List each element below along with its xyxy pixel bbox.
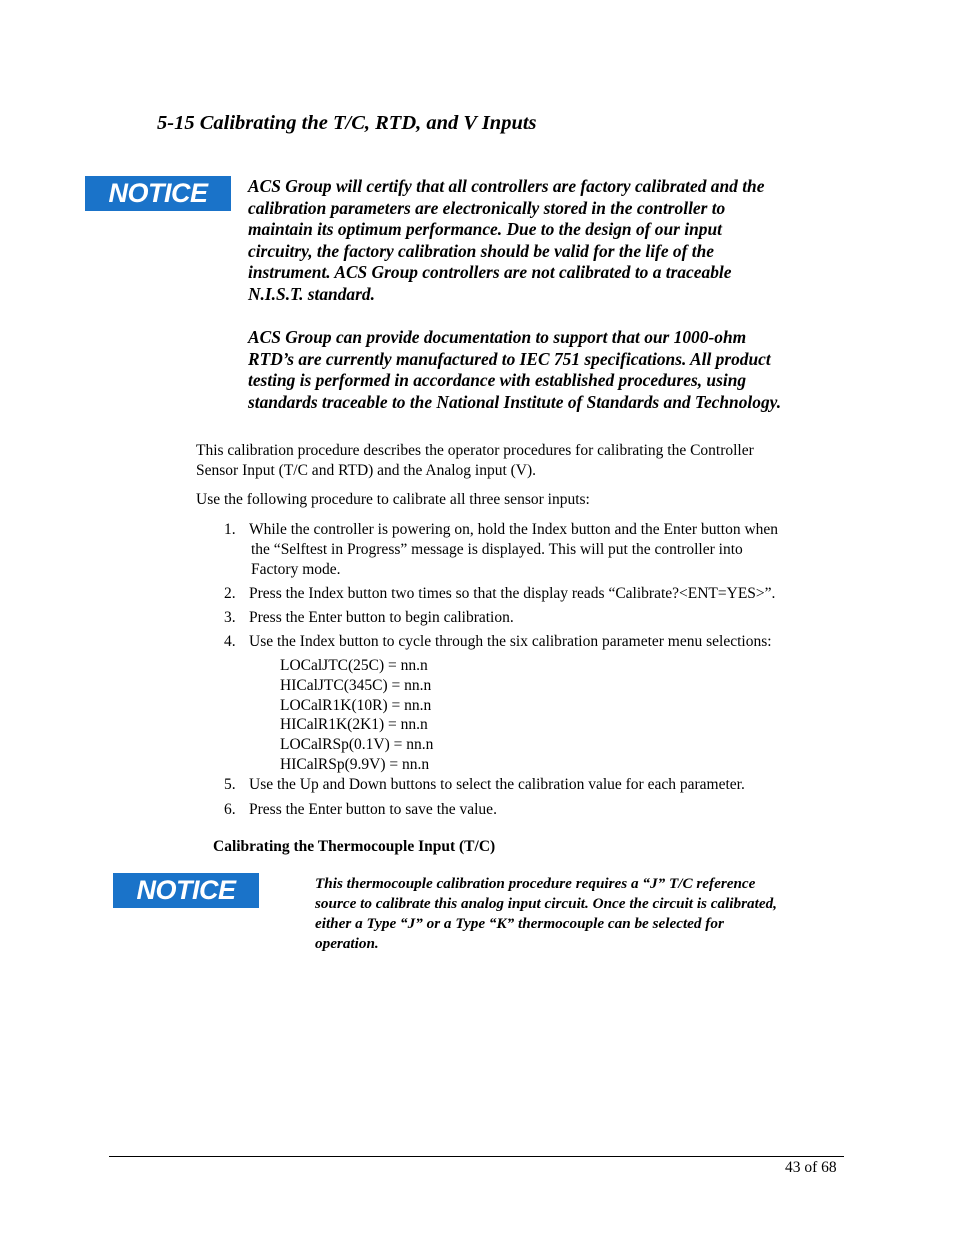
step-text: Use the Index button to cycle through the six calibration parameter menu selections: xyxy=(249,633,772,650)
step-item xyxy=(224,608,844,628)
notice-badge: NOTICE xyxy=(113,873,259,908)
step-item xyxy=(224,584,844,604)
intro-line: Sensor Input (T/C and RTD) and the Analog input (V). xyxy=(196,462,537,479)
notice-line: RTD’s are currently manufactured to IEC 751 specifications. All product xyxy=(248,348,771,369)
notice-line: source to calibrate this analog input circuit. Once the circuit is calibrated, xyxy=(315,895,777,912)
parameter-item: HICalR1K(2K1) = nn.n xyxy=(280,716,428,734)
notice-paragraph-certification xyxy=(248,176,764,306)
step-text: Press the Enter button to save the value. xyxy=(249,801,497,818)
intro-paragraph xyxy=(196,441,754,481)
step-number: 5. xyxy=(224,776,236,793)
step-text: Factory mode. xyxy=(251,561,341,578)
step-text: the “Selftest in Progress” message is displayed. This will put the controller into xyxy=(251,541,743,558)
notice-paragraph-documentation xyxy=(248,327,781,413)
step-number: 4. xyxy=(224,633,236,650)
step-text: Press the Enter button to begin calibration. xyxy=(249,609,514,626)
step-item xyxy=(224,520,844,580)
step-item xyxy=(224,800,844,820)
parameter-item: HICalRSp(9.9V) = nn.n xyxy=(280,755,430,773)
notice-line: operation. xyxy=(315,935,379,952)
step-text: While the controller is powering on, hold the Index button and the Enter button when xyxy=(249,521,779,538)
notice-line: standards traceable to the National Institute of Standards and Technology. xyxy=(248,391,782,412)
step-number: 6. xyxy=(224,801,236,818)
page-number: 43 of 68 xyxy=(785,1159,837,1176)
step-number: 1. xyxy=(224,521,236,538)
notice-line: This thermocouple calibration procedure requires a “J” T/C reference xyxy=(315,875,756,892)
notice-line: instrument. ACS Group controllers are not calibrated to a traceable xyxy=(248,262,732,283)
notice-line: either a Type “J” or a Type “K” thermocouple can be selected for xyxy=(315,915,724,932)
notice-line: N.I.S.T. standard. xyxy=(248,283,375,304)
parameter-item: LOCalJTC(25C) = nn.n xyxy=(280,657,428,674)
notice-line: ACS Group will certify that all controllers are factory calibrated and the xyxy=(248,176,765,196)
section-heading: 5-15 Calibrating the T/C, RTD, and V Inputs xyxy=(157,112,537,134)
notice-line: ACS Group can provide documentation to support that our 1000-ohm xyxy=(248,327,747,347)
footer-rule xyxy=(109,1156,844,1157)
step-item xyxy=(224,632,844,652)
parameter-item: LOCalRSp(0.1V) = nn.n xyxy=(280,736,434,754)
step-text: Use the Up and Down buttons to select the calibration value for each parameter. xyxy=(249,776,745,793)
parameter-list xyxy=(280,656,433,775)
step-item xyxy=(224,775,844,795)
notice-line: maintain its optimum performance. Due to the design of our input xyxy=(248,219,722,240)
notice-paragraph-thermocouple xyxy=(315,874,777,954)
parameter-item: LOCalR1K(10R) = nn.n xyxy=(280,696,432,714)
step-number: 2. xyxy=(224,585,236,602)
parameter-item: HICalJTC(345C) = nn.n xyxy=(280,676,432,694)
notice-line: calibration parameters are electronically stored in the controller to xyxy=(248,197,726,218)
notice-badge: NOTICE xyxy=(85,176,231,211)
notice-line: circuitry, the factory calibration should be valid for the life of the xyxy=(248,240,714,261)
step-text: Press the Index button two times so that the display reads “Calibrate?<ENT=YES>”. xyxy=(249,585,776,602)
subsection-heading: Calibrating the Thermocouple Input (T/C) xyxy=(213,838,496,855)
intro-instruction: Use the following procedure to calibrate all three sensor inputs: xyxy=(196,491,590,508)
notice-line: testing is performed in accordance with established procedures, using xyxy=(248,370,747,391)
intro-line: This calibration procedure describes the operator procedures for calibrating the Controller xyxy=(196,442,754,459)
step-number: 3. xyxy=(224,609,236,626)
